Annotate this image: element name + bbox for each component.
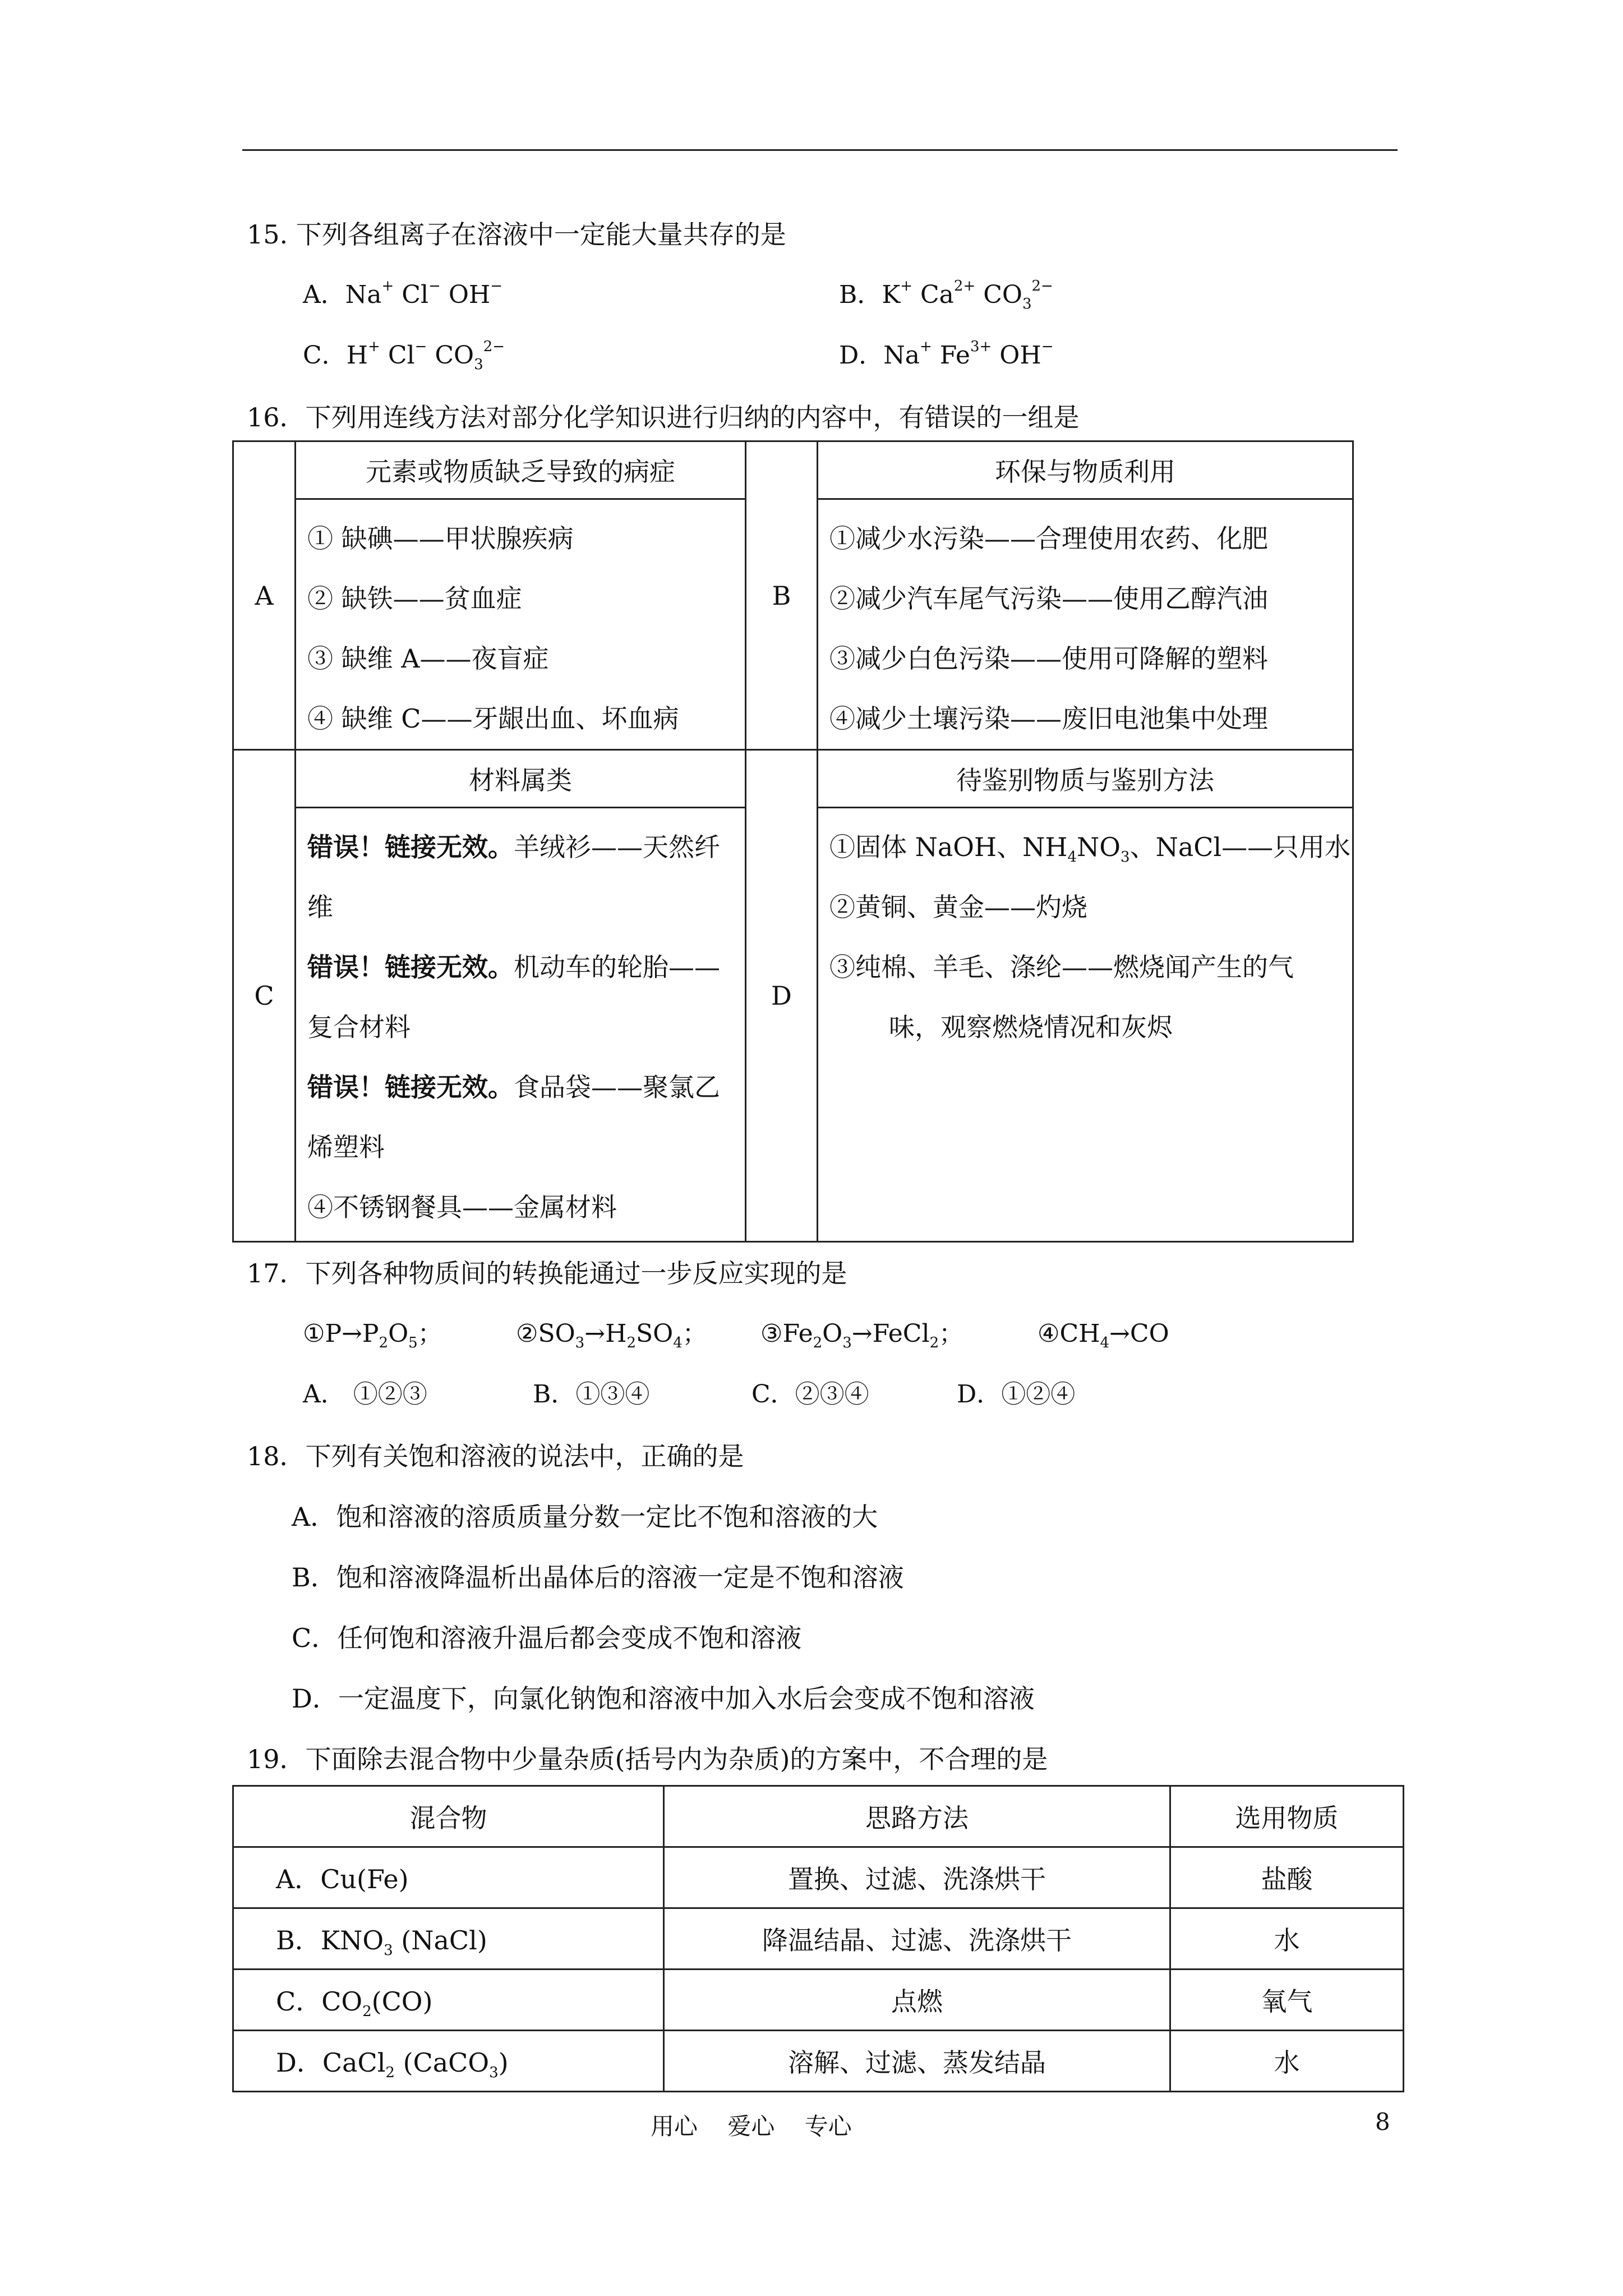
q17-option-d: D．①②④ — [957, 1380, 1076, 1409]
page-number: 8 — [1375, 2108, 1390, 2136]
table-cell: 水 — [1170, 1908, 1404, 1970]
q18-stem: 18．下列有关饱和溶液的说法中，正确的是 — [247, 1441, 744, 1471]
table-cell: 氧气 — [1170, 1970, 1404, 2031]
q16-stem: 16．下列用连线方法对部分化学知识进行归纳的内容中，有错误的一组是 — [247, 402, 1080, 432]
q18-option-b: B．饱和溶液降温析出晶体后的溶液一定是不饱和溶液 — [292, 1562, 904, 1593]
table-header: 混合物 — [233, 1786, 664, 1847]
table-cell: D．CaCl$_2$ (CaCO$_3$) — [233, 2031, 664, 2092]
table-row — [233, 1847, 1404, 1908]
table-cell: 盐酸 — [1170, 1847, 1404, 1908]
link-error-text: 错误！链接无效。 — [307, 952, 514, 982]
q18-option-c: C．任何饱和溶液升温后都会变成不饱和溶液 — [292, 1623, 802, 1653]
list-item: ①减少水污染——合理使用农药、化肥 — [829, 523, 1268, 554]
q16-items-b — [818, 499, 1353, 750]
list-item: ① 缺碘——甲状腺疾病 — [307, 523, 574, 554]
q16-letter-a: A — [233, 441, 296, 750]
q16-items-d — [818, 808, 1353, 1242]
list-item: ③纯棉、羊毛、涤纶——燃烧闻产生的气 — [829, 952, 1294, 982]
list-item: ①固体 NaOH、$NH_4NO_3$、NaCl——只用水 — [829, 832, 1351, 866]
table-cell: 降温结晶、过滤、洗涤烘干 — [664, 1908, 1170, 1970]
list-item: ④减少土壤污染——废旧电池集中处理 — [829, 703, 1268, 734]
q16-letter-b: B — [746, 441, 818, 750]
list-item: ②减少汽车尾气污染——使用乙醇汽油 — [829, 583, 1268, 614]
table-cell: C．$CO_2(CO)$ — [233, 1970, 664, 2031]
table-row — [233, 1786, 1404, 1847]
q16-header-d: 待鉴别物质与鉴别方法 — [818, 750, 1353, 808]
list-item: ②黄铜、黄金——灼烧 — [829, 892, 1087, 922]
q15-stem: 15. 下列各组离子在溶液中一定能大量共存的是 — [247, 219, 786, 250]
q16-letter-d: D — [746, 750, 818, 1242]
table-cell: 溶解、过滤、蒸发结晶 — [664, 2031, 1170, 2092]
table-cell: 水 — [1170, 2031, 1404, 2092]
q18-option-d: D．一定温度下，向氯化钠饱和溶液中加入水后会变成不饱和溶液 — [292, 1683, 1035, 1714]
q17-option-c: C．②③④ — [751, 1380, 869, 1409]
link-error-text: 错误！链接无效。 — [307, 1072, 514, 1102]
q18-option-a: A．饱和溶液的溶质质量分数一定比不饱和溶液的大 — [292, 1502, 878, 1532]
q15-option-c: C．H+ Cl− $CO_3^{2-}$ — [303, 338, 505, 373]
q17-reaction-3: $③Fe_2O_3\to FeCl_2$； — [760, 1319, 964, 1351]
table-cell: 点燃 — [664, 1970, 1170, 2031]
header-rule — [242, 149, 1398, 151]
table-header: 思路方法 — [664, 1786, 1170, 1847]
table-row — [233, 2031, 1404, 2092]
table-row — [233, 1970, 1404, 2031]
list-item: 错误！链接无效。机动车的轮胎——复合材料 — [307, 952, 720, 1042]
footer-motto: 用心 爱心 专心 — [651, 2113, 852, 2140]
q16-letter-c: C — [233, 750, 296, 1242]
q16-header-c: 材料属类 — [296, 750, 746, 808]
table-header: 选用物质 — [1170, 1786, 1404, 1847]
q16-table — [232, 440, 1354, 1243]
q16-header-a: 元素或物质缺乏导致的病症 — [296, 441, 746, 499]
q15-option-b: B．K+ $Ca^{2+}$ $CO_3^{2-}$ — [839, 278, 1053, 312]
q17-reaction-4: $④CH_4\to CO$ — [1038, 1319, 1169, 1351]
q15-option-d: D．Na+ $Fe^{3+}$ OH− — [839, 338, 1054, 370]
list-item: ④ 缺维 C——牙龈出血、坏血病 — [307, 703, 679, 734]
list-item: 错误！链接无效。食品袋——聚氯乙烯塑料 — [307, 1072, 720, 1162]
list-item: ④不锈钢餐具——金属材料 — [307, 1192, 617, 1222]
q16-header-b: 环保与物质利用 — [818, 441, 1353, 499]
q17-option-a: A． ①②③ — [303, 1380, 427, 1409]
q19-stem: 19．下面除去混合物中少量杂质(括号内为杂质)的方案中，不合理的是 — [247, 1744, 1048, 1774]
list-item: 错误！链接无效。羊绒衫——天然纤维 — [307, 832, 720, 922]
list-item: ③ 缺维 A——夜盲症 — [307, 643, 549, 674]
q17-reaction-1: $①P\to P_2O_5$； — [303, 1319, 442, 1351]
table-cell: A．Cu(Fe) — [233, 1847, 664, 1908]
q15-option-a: A．Na+ Cl− OH− — [303, 278, 503, 309]
list-item: ③减少白色污染——使用可降解的塑料 — [829, 643, 1268, 674]
q17-option-b: B．①③④ — [533, 1380, 650, 1409]
table-cell: 置换、过滤、洗涤烘干 — [664, 1847, 1170, 1908]
link-error-text: 错误！链接无效。 — [307, 832, 514, 862]
q17-stem: 17．下列各种物质间的转换能通过一步反应实现的是 — [247, 1258, 847, 1289]
q16-items-a — [296, 499, 746, 750]
list-item: 味，观察燃烧情况和灰烬 — [889, 1012, 1173, 1042]
q17-reaction-2: $②SO_3\to H_2SO_4$； — [516, 1319, 707, 1351]
q16-items-c — [296, 808, 746, 1242]
table-row — [233, 1908, 1404, 1970]
q19-table — [232, 1785, 1404, 2092]
table-cell: B．$KNO_3$ (NaCl) — [233, 1908, 664, 1970]
list-item: ② 缺铁——贫血症 — [307, 583, 522, 614]
